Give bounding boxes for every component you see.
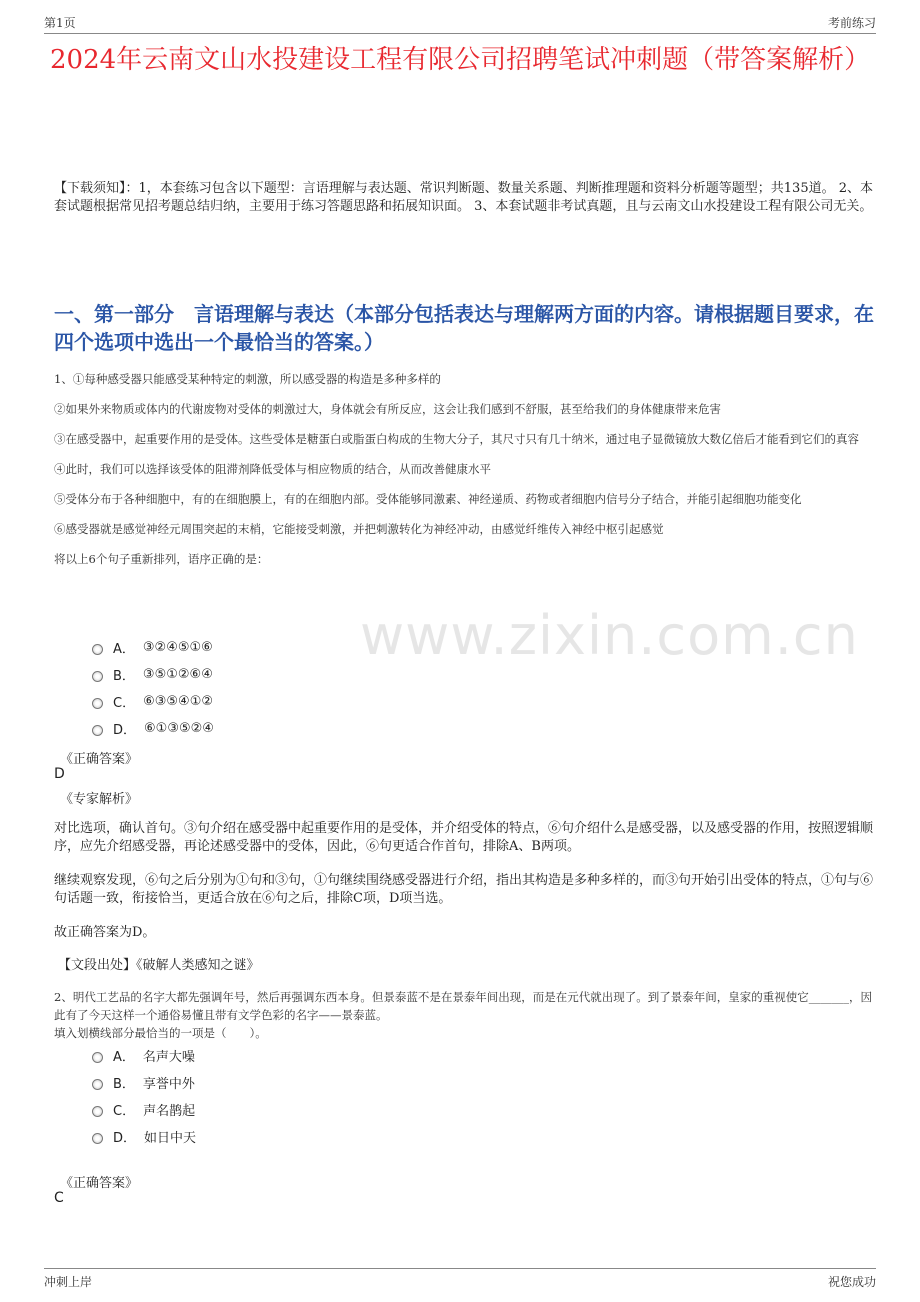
radio-icon[interactable]: [92, 644, 103, 655]
radio-icon[interactable]: [92, 1079, 103, 1090]
q1-sentence-3: ③在感受器中，起重要作用的是受体。这些受体是糖蛋白或脂蛋白构成的生物大分子，其尺寸只有几十纳米，通过电子显微镜放大数亿倍后才能看到它们的真容: [54, 432, 859, 446]
q2-stem: 2、明代工艺品的名字大都先强调年号，然后再强调东西本身。但景泰蓝不是在景泰年间出现，而是在元代就出现了。到了景泰年间，皇家的重视使它_______，因此有了今天这样一个通俗易懂且带有文学色彩的名字——景泰蓝。: [54, 990, 873, 1022]
analysis-paragraph: 继续观察发现，⑥句之后分别为①句和③句，①句继续围绕感受器进行介绍，指出其构造是多种多样的，而③句开始引出受体的特点，①句与⑥句话题一致，衔接恰当，更适合放在⑥句之后，排除C项，D项当选。: [54, 873, 874, 906]
radio-icon[interactable]: [92, 1133, 103, 1144]
q1-option-c[interactable]: C． ⑥③⑤④①②: [92, 688, 214, 715]
q2-option-d[interactable]: D． 如日中天: [92, 1123, 196, 1150]
q2-option-b[interactable]: B． 享誉中外: [92, 1069, 196, 1096]
download-notice: 【下载须知】：1，本套练习包含以下题型：言语理解与表达题、常识判断题、数量关系题、判断推理题和资料分析题等题型；共135道。 2、本套试题根据常见招考题总结归纳，主要用于练习答题思路和拓展知识面。 3、本套试题非考试真题，且与云南文山水投建设工程有限公司无关。: [54, 181, 873, 214]
watermark: www.zixin.com.cn: [360, 604, 859, 667]
q1-sentence-1: 1、①每种感受器只能感受某种特定的刺激，所以感受器的构造是多种多样的: [54, 372, 441, 386]
q1-sentence-2: ②如果外来物质或体内的代谢废物对受体的刺激过大，身体就会有所反应，这会让我们感到不舒服，甚至给我们的身体健康带来危害: [54, 402, 721, 416]
question-2: [54, 988, 876, 1042]
q1-analysis-label: 《专家解析》: [60, 792, 139, 807]
page-number: 第1页: [44, 16, 76, 30]
q1-answer: D: [54, 766, 65, 782]
page-footer: [44, 1268, 876, 1292]
q2-option-c[interactable]: C． 声名鹊起: [92, 1096, 196, 1123]
q1-sentence-5: ⑤受体分布于各种细胞中，有的在细胞膜上，有的在细胞内部。受体能够同激素、神经递质、药物或者细胞内信号分子结合，并能引起细胞功能变化: [54, 492, 802, 506]
q2-options: [92, 1042, 196, 1150]
analysis-paragraph: 故正确答案为D。: [54, 925, 156, 940]
footer-left: 冲刺上岸: [44, 1275, 93, 1289]
radio-icon[interactable]: [92, 725, 103, 736]
q1-sentence-4: ④此时，我们可以选择该受体的阻滞剂降低受体与相应物质的结合，从而改善健康水平: [54, 462, 491, 476]
q1-prompt: 将以上6个句子重新排列，语序正确的是：: [54, 552, 269, 566]
q1-answer-label: 《正确答案》: [60, 752, 139, 767]
q1-options: [92, 634, 214, 742]
q1-source: 【文段出处】《破解人类感知之谜》: [58, 958, 260, 973]
document-title: 2024年云南文山水投建设工程有限公司招聘笔试冲刺题（带答案解析）: [50, 45, 871, 75]
page-header: [44, 10, 876, 34]
header-label: 考前练习: [827, 16, 876, 30]
radio-icon[interactable]: [92, 1052, 103, 1063]
question-1: [54, 370, 876, 580]
q1-analysis: [54, 820, 876, 958]
q2-prompt: 填入划横线部分最恰当的一项是（ ）。: [54, 1026, 267, 1040]
section-title: 一、第一部分 言语理解与表达（本部分包括表达与理解两方面的内容。请根据题目要求，在四个选项中选出一个最恰当的答案。）: [54, 302, 874, 354]
radio-icon[interactable]: [92, 671, 103, 682]
q1-option-a[interactable]: A． ③②④⑤①⑥: [92, 634, 214, 661]
q2-option-a[interactable]: A． 名声大噪: [92, 1042, 196, 1069]
q2-answer-label: 《正确答案》: [60, 1176, 139, 1191]
q1-sentence-6: ⑥感受器就是感觉神经元周围突起的末梢，它能接受刺激，并把刺激转化为神经冲动，由感觉纤维传入神经中枢引起感觉: [54, 522, 664, 536]
radio-icon[interactable]: [92, 1106, 103, 1117]
radio-icon[interactable]: [92, 698, 103, 709]
q1-option-b[interactable]: B． ③⑤①②⑥④: [92, 661, 214, 688]
q1-option-d[interactable]: D． ⑥①③⑤②④: [92, 715, 214, 742]
analysis-paragraph: 对比选项，确认首句。③句介绍在感受器中起重要作用的是受体，并介绍受体的特点，⑥句介绍什么是感受器，以及感受器的作用，按照逻辑顺序，应先介绍感受器，再论述感受器中的受体，因此，⑥句更适合作首句，排除A、B两项。: [54, 821, 874, 854]
footer-right: 祝您成功: [827, 1275, 876, 1289]
q2-answer: C: [54, 1190, 64, 1206]
